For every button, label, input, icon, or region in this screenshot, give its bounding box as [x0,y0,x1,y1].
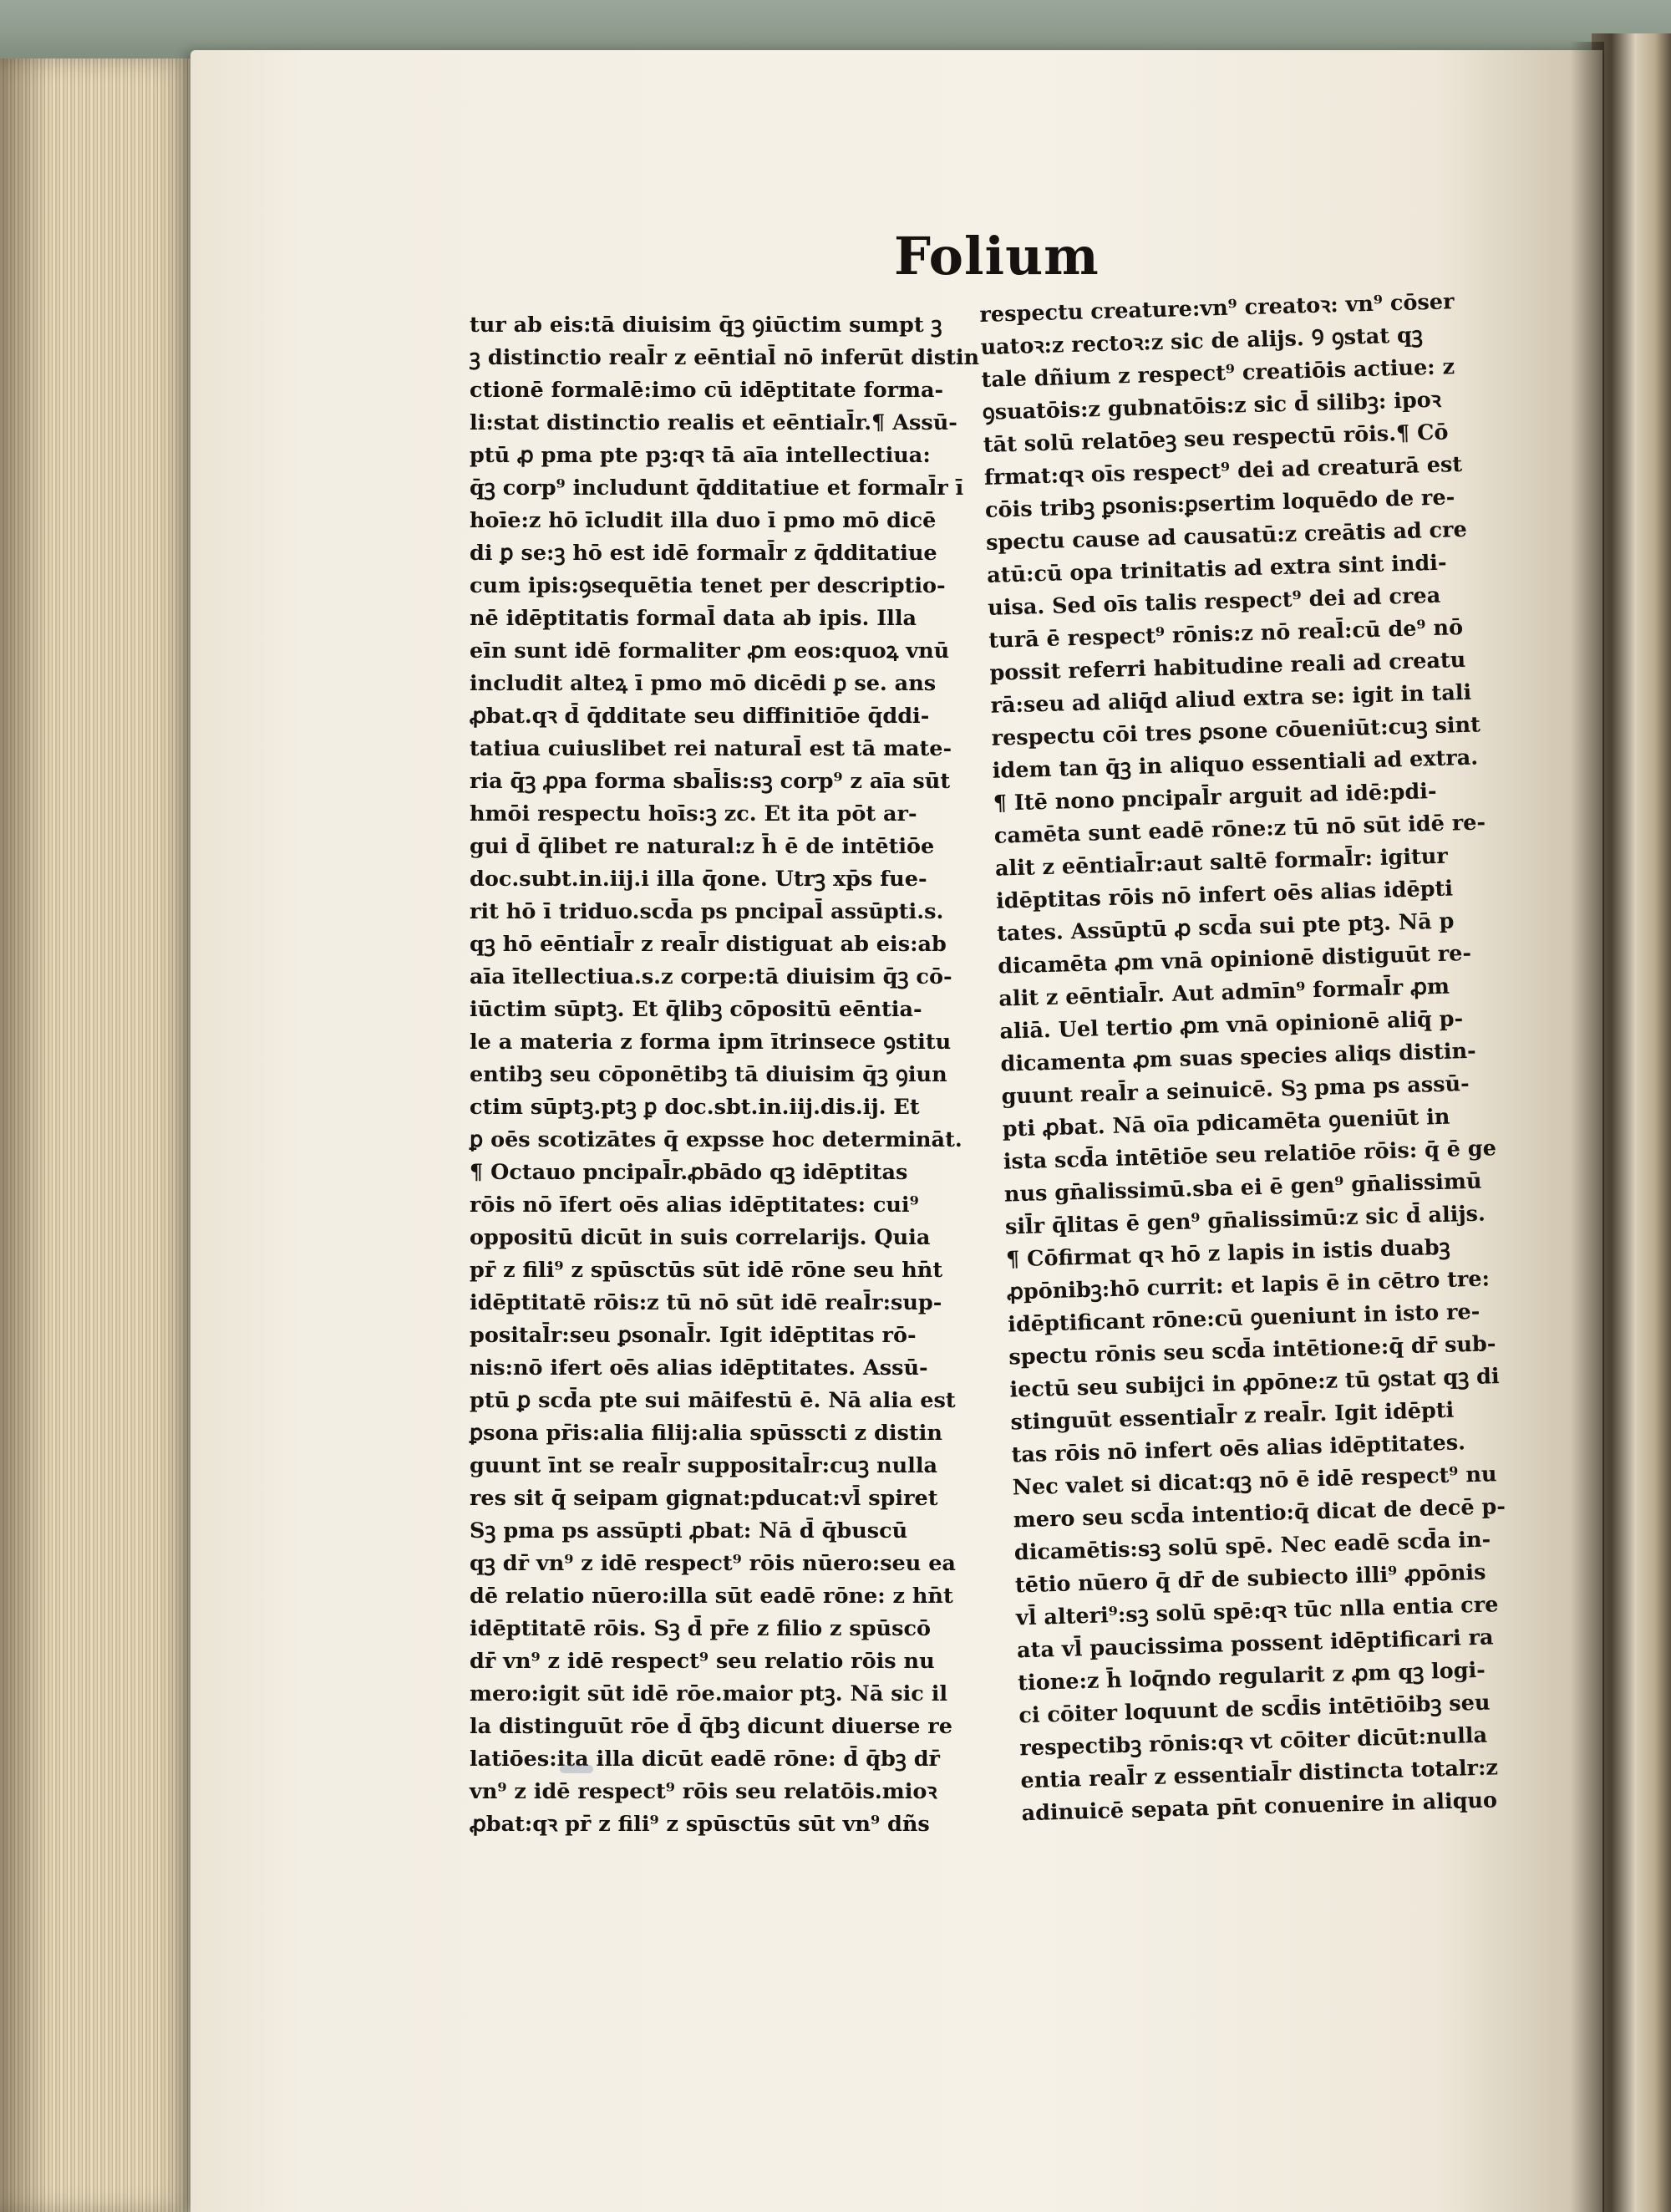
text-line: mero:igit sūt idē rōe.maior ptꝫ. Nā sic il [470,1681,948,1706]
text-line: frmat:qꝛ oīs respect⁹ dei ad creaturā est [983,451,1463,491]
text-line: camēta sunt eadē rōne:z tū nō sūt idē re- [993,810,1486,849]
ink-mark [560,1765,593,1773]
text-line: idēptificant rōne:cū ꝯueniunt in isto re- [1007,1299,1481,1338]
text-line: di ꝑ se:ꝫ hō est idē formal̄r z q̄dditatiue [470,541,937,566]
text-line: Sꝫ pma ps assūpti ꝓbat: Nā d̄ q̄buscū [470,1518,908,1543]
text-line: entia real̄r z essential̄r distincta totalr:z [1020,1755,1499,1794]
text-line: cōis tribꝫ ꝑsonis:ꝑsertim loquēdo de re- [984,485,1455,523]
text-line: ata vl̄ paucissima possent idēptificari ra [1016,1625,1494,1664]
text-line: ꝫ distinctio real̄r z eēntial̄ nō inferūt distin [470,345,980,370]
text-line: respectu creature:vn⁹ creatoꝛ: vn⁹ cōser [979,289,1455,328]
text-line: alit z eēntial̄r. Aut admīn⁹ formal̄r ꝓm [998,974,1450,1012]
text-line: nē idēptitatis formal̄ data ab ipis. Illa [470,606,917,631]
text-line: ctim sūptꝫ.ptꝫ ꝑ doc.sbt.in.iij.dis.ij. Et [470,1095,920,1120]
text-line: spectu rōnis seu scd̄a intētione:q̄ dr̄ sub- [1008,1331,1496,1370]
text-line: qꝫ dr̄ vn⁹ z idē respect⁹ rōis nūero:seu ea [470,1551,956,1576]
text-line: oppositū dicūt in suis correlarijs. Quia [470,1225,931,1250]
fore-edge-shadow [0,58,50,2212]
text-line: vn⁹ z idē respect⁹ rōis seu relatōis.mioꝛ [470,1779,937,1804]
text-line: respectibꝫ rōnis:qꝛ vt cōiter dicūt:nulla [1019,1722,1488,1762]
text-line: la distinguūt rōe d̄ q̄bꝫ dicunt diuerse re [470,1714,952,1739]
text-line: ꝓbat.qꝛ d̄ q̄dditate seu diffinitiōe q̄ddi- [470,704,930,729]
text-line: ꝑ oēs scotizātes q̄ expsse hoc determināt. [470,1127,962,1152]
text-line: ctionē formalē:imo cū idēptitate forma- [470,378,944,403]
text-line: includit alteꝝ ī pmo mō dicēdi ꝑ se. ans [470,671,937,696]
text-line: vl̄ alteri⁹:sꝫ solū spē:qꝛ tūc nlla entia cre [1015,1592,1499,1631]
text-line: aīa ītellectiua.s.z corpe:tā diuisim q̄ꝫ cō- [470,964,952,989]
text-line: iūctim sūptꝫ. Et q̄libꝫ cōpositū eēntia- [470,997,922,1022]
text-line: dicamētis:sꝫ solū spē. Nec eadē scd̄a in- [1013,1527,1491,1566]
text-line: tētio nūero q̄ dr̄ de subiecto illi⁹ ꝓpōnis [1014,1559,1486,1599]
text-line: rōis nō īfert oēs alias idēptitates: cui⁹ [470,1192,919,1218]
text-line: ¶ Octauo pncipal̄r.ꝓbādo qꝫ idēptitas [470,1160,908,1185]
text-line: ꝑsona pr̄is:alia filij:alia spūsscti z distin [470,1421,942,1446]
text-line: hoīe:z hō īcludit illa duo ī pmo mō dicē [470,508,937,533]
text-line: idēptitatē rōis. Sꝫ d̄ pr̄e z filio z spūscō [470,1616,931,1641]
text-line: gui d̄ q̄libet re natural:z h̄ ē de intētiōe [470,834,935,859]
text-line: cum ipis:ꝯsequētia tenet per descriptio- [470,573,946,598]
text-line: tates. Assūptū ꝓ scd̄a sui pte ptꝫ. Nā p [996,908,1455,947]
text-line: idēptitatē rōis:z tū nō sūt idē real̄r:sup- [470,1290,942,1315]
text-line: ꝯsuatōis:z gubnatōis:z sic d̄ silibꝫ: ipoꝛ [982,387,1442,425]
text-line: ci cōiter loquunt de scd̄is intētiōibꝫ seu [1018,1690,1491,1729]
text-line: tione:z h̄ loq̄ndo regularit z ꝓm qꝫ logi- [1017,1657,1486,1696]
text-line: tale dñium z respect⁹ creatiōis actiue: z [981,354,1455,393]
text-line: iectū seu subijci in ꝓpōne:z tū ꝯstat qꝫ di [1009,1364,1500,1403]
text-line: ¶ Itē nono pncipal̄r arguit ad idē:pdi- [993,778,1437,816]
text-line: idem tan q̄ꝫ in aliquo essentiali ad extra. [992,745,1479,784]
text-column-left [470,309,980,1841]
text-line: aliā. Uel tertio ꝓm vnā opinionē aliq̄ p- [999,1006,1464,1045]
text-line: Nec valet si dicat:qꝫ nō ē idē respect⁹ nu [1012,1462,1497,1501]
text-line: tas rōis nō infert oēs alias idēptitates. [1011,1430,1466,1468]
text-line: ria q̄ꝫ ꝓpa forma sbal̄is:sꝫ corp⁹ z aīa sūt [470,769,951,794]
text-line: stinguūt essential̄r z real̄r. Igit idēpti [1010,1397,1455,1436]
text-line: spectu cause ad causatū:z creātis ad cre [985,516,1468,556]
text-line: doc.subt.in.iij.i illa q̄one. Utrꝫ xp̄s fue- [470,867,927,892]
text-line: guunt real̄r a seinuicē. Sꝫ pma ps assū- [1001,1070,1470,1110]
text-line: ꝓbat:qꝛ pr̄ z fili⁹ z spūsctūs sūt vn⁹ dñs [470,1812,930,1837]
text-line: pr̄ z fili⁹ z spūsctūs sūt idē rōne seu hn̄t [470,1258,943,1283]
text-line: rit hō ī triduo.scd̄a ps pncipal̄ assūpti.s. [470,899,944,924]
text-line: hmōi respectu hoīs:ꝫ zc. Et ita pōt ar- [470,801,917,826]
text-line: dicamenta ꝓm suas species aliqs distin- [1000,1038,1477,1077]
text-line: latiōes:ita illa dicūt eadē rōne: d̄ q̄bꝫ dr̄ [470,1747,940,1772]
text-line: alit z eēntial̄r:aut saltē formal̄r: igitur [994,843,1449,882]
text-line: dr̄ vn⁹ z idē respect⁹ seu relatio rōis nu [470,1649,935,1674]
text-line: respectu cōi tres ꝑsone cōueniūt:cuꝫ sint [991,712,1481,751]
text-line: sil̄r q̄litas ē gen⁹ gn̄alissimū:z sic d̄ alijs. [1004,1201,1486,1240]
text-line: ¶ Cōfirmat qꝛ hō z lapis in istis duabꝫ [1005,1234,1451,1273]
text-line: turā ē respect⁹ rōnis:z nō real̄:cū de⁹ nō [988,614,1464,653]
text-line: ista scd̄a intētiōe seu relatiōe rōis: q̄ ē ge [1003,1136,1497,1175]
text-line: nus gn̄alissimū.sba ei ē gen⁹ gn̄alissimū [1003,1168,1482,1208]
text-line: possit referri habitudine reali ad creatu [989,647,1466,686]
text-line: eīn sunt idē formaliter ꝓm eos:quoꝝ vnū [470,638,950,664]
text-line: guunt īnt se real̄r supposital̄r:cuꝫ nulla [470,1453,938,1478]
text-line: tāt solū relatōeꝫ seu respectū rōis.¶ Cō [983,420,1449,458]
text-line: dē relatio nūero:illa sūt eadē rōne: z hn̄t [470,1584,953,1609]
text-line: uatoꝛ:z rectoꝛ:z sic de alijs. Ꝯ ꝯstat qꝫ [980,323,1424,360]
text-line: atū:cū opa trinitatis ad extra sint indi- [986,550,1447,588]
text-line: qꝫ hō eēntial̄r z real̄r distiguat ab eis:ab [470,932,947,957]
text-line: q̄ꝫ corp⁹ includunt q̄dditatiue et formal̄r ī [470,475,964,501]
folio-heading: Folium [894,226,1100,287]
text-column-right [979,285,1523,1830]
text-line: dicamēta ꝓm vnā opinionē distiguūt re- [997,940,1472,979]
text-line: tatiua cuiuslibet rei natural̄ est tā mate- [470,736,952,761]
text-line: li:stat distinctio realis et eēntial̄r.¶ Assū- [470,410,957,435]
text-line: ptū ꝓ pma pte pꝫ:qꝛ tā aīa intellectiua: [470,443,931,468]
text-line: posital̄r:seu ꝑsonal̄r. Igit idēptitas rō- [470,1323,917,1348]
text-line: le a materia z forma ipm ītrinsece ꝯstitu [470,1030,952,1055]
text-line: tur ab eis:tā diuisim q̄ꝫ ꝯiūctim sumpt ꝫ [470,313,942,338]
text-line: mero seu scd̄a intentio:q̄ dicat de decē p- [1013,1493,1506,1533]
text-line: rā:seu ad aliq̄d aliud extra se: igit in tali [990,679,1472,719]
gutter-shadow [1571,42,1604,2212]
text-line: nis:nō ifert oēs alias idēptitates. Assū- [470,1355,928,1381]
text-line: res sit q̄ seipam gignat:pducat:vl̄ spiret [470,1486,938,1511]
text-line: uisa. Sed oīs talis respect⁹ dei ad crea [987,582,1441,621]
text-line: ꝓpōnibꝫ:hō currit: et lapis ē in cētro tre: [1006,1266,1491,1305]
text-line: entibꝫ seu cōponētibꝫ tā diuisim q̄ꝫ ꝯiun [470,1062,947,1087]
text-line: adinuicē sepata pn̄t conuenire in aliquo [1021,1787,1498,1827]
text-line: idēptitas rōis nō infert oēs alias idēpti [995,876,1454,914]
text-line: ptū ꝑ scd̄a pte sui māifestū ē. Nā alia est [470,1388,956,1413]
text-line: pti ꝓbat. Nā oīa pdicamēta ꝯueniūt in [1002,1104,1450,1142]
